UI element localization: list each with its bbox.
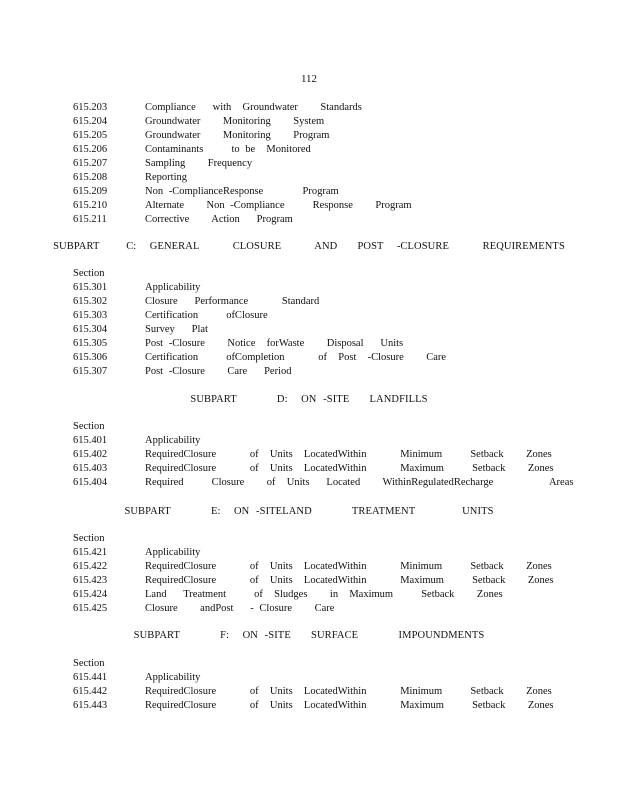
list-item [73,462,573,476]
section-title: Survey Plat [145,324,208,335]
list-item [73,699,573,713]
list-item [73,434,573,448]
section-number: 615.401 [73,435,108,446]
section-number: 615.301 [73,282,108,293]
section-title: Applicability [145,435,201,446]
section-number: 615.402 [73,449,108,460]
list-item [73,337,573,351]
section-title: Reporting [145,172,187,183]
section-label: Section [73,658,105,669]
section-title: Certification ofClosure [145,310,268,321]
section-number: 615.204 [73,116,108,127]
list-item [73,171,573,185]
section-number: 615.206 [73,144,108,155]
section-number: 615.307 [73,366,108,377]
page-number: 112 [300,73,318,85]
section-number: 615.441 [73,672,108,683]
section-number: 615.425 [73,603,108,614]
section-title: Post -Closure Care Period [145,366,292,377]
section-number: 615.211 [73,214,107,225]
subpart-c-heading: SUBPART C: GENERAL CLOSURE AND POST -CLOSURE REQUIREMENTS [53,241,565,252]
list-item [73,323,573,337]
list-item [73,351,573,365]
section-list-subpart-e [73,532,573,616]
section-list-subpart-d [73,420,573,490]
section-number: 615.210 [73,200,108,211]
section-title: Alternate Non -Compliance Response Program [145,200,412,211]
section-title: RequiredClosure of Units LocatedWithin Maximum Setback Zones [145,700,554,711]
subpart-f-heading: SUBPART F: ON -SITE SURFACE IMPOUNDMENTS [133,630,485,641]
section-number: 615.423 [73,575,108,586]
list-item [73,143,573,157]
section-number: 615.209 [73,186,108,197]
list-item [73,295,573,309]
section-title: Contaminants to be Monitored [145,144,311,155]
section-list-subpart-f [73,657,573,713]
section-number: 615.403 [73,463,108,474]
section-title: Groundwater Monitoring Program [145,130,330,141]
section-number: 615.421 [73,547,108,558]
section-number: 615.305 [73,338,108,349]
list-item [73,574,573,588]
section-title: Closure Performance Standard [145,296,320,307]
section-title: RequiredClosure of Units LocatedWithin Minimum Setback Zones [145,449,552,460]
section-number: 615.207 [73,158,108,169]
section-number: 615.302 [73,296,108,307]
section-list-subpart-c [73,267,573,379]
subpart-e-heading: SUBPART E: ON -SITELAND TREATMENT UNITS [124,506,494,517]
section-title: Post -Closure Notice forWaste Disposal Units [145,338,404,349]
section-number: 615.442 [73,686,108,697]
list-item [73,101,573,115]
section-number: 615.443 [73,700,108,711]
section-number: 615.303 [73,310,108,321]
list-item [73,157,573,171]
list-item [73,185,573,199]
section-title: Non -ComplianceResponse Program [145,186,339,197]
list-item [73,602,573,616]
section-title: Corrective Action Program [145,214,293,225]
section-title: RequiredClosure of Units LocatedWithin Maximum Setback Zones [145,463,554,474]
section-number: 615.404 [73,477,108,488]
section-number: 615.422 [73,561,108,572]
section-title: Applicability [145,282,201,293]
section-title: Sampling Frequency [145,158,253,169]
section-title: Compliance with Groundwater Standards [145,102,362,113]
section-number: 615.205 [73,130,108,141]
section-title: Closure andPost - Closure Care [145,603,335,614]
list-item [73,560,573,574]
section-title: Required Closure of Units Located WithinRegulatedRecharge Areas [145,477,574,488]
list-item [73,199,573,213]
section-title: RequiredClosure of Units LocatedWithin Maximum Setback Zones [145,575,554,586]
section-number: 615.306 [73,352,108,363]
list-item [73,309,573,323]
section-title: Land Treatment of Sludges in Maximum Setback Zones [145,589,503,600]
section-list-subpart-b [73,101,573,227]
section-title: RequiredClosure of Units LocatedWithin Minimum Setback Zones [145,686,552,697]
list-item [73,546,573,560]
list-item [73,281,573,295]
list-item [73,588,573,602]
list-item [73,129,573,143]
subpart-d-heading: SUBPART D: ON -SITE LANDFILLS [190,394,428,405]
list-item [73,115,573,129]
section-number: 615.203 [73,102,108,113]
list-item [73,476,573,490]
section-label: Section [73,533,105,544]
list-item [73,448,573,462]
list-item [73,671,573,685]
section-label: Section [73,268,105,279]
section-number: 615.424 [73,589,108,600]
list-item [73,685,573,699]
section-title: Groundwater Monitoring System [145,116,325,127]
section-label: Section [73,421,105,432]
section-title: Certification ofCompletion of Post -Closure Care [145,352,447,363]
list-item [73,213,573,227]
section-title: Applicability [145,547,201,558]
list-item [73,365,573,379]
section-number: 615.208 [73,172,108,183]
section-number: 615.304 [73,324,108,335]
section-title: RequiredClosure of Units LocatedWithin Minimum Setback Zones [145,561,552,572]
section-title: Applicability [145,672,201,683]
